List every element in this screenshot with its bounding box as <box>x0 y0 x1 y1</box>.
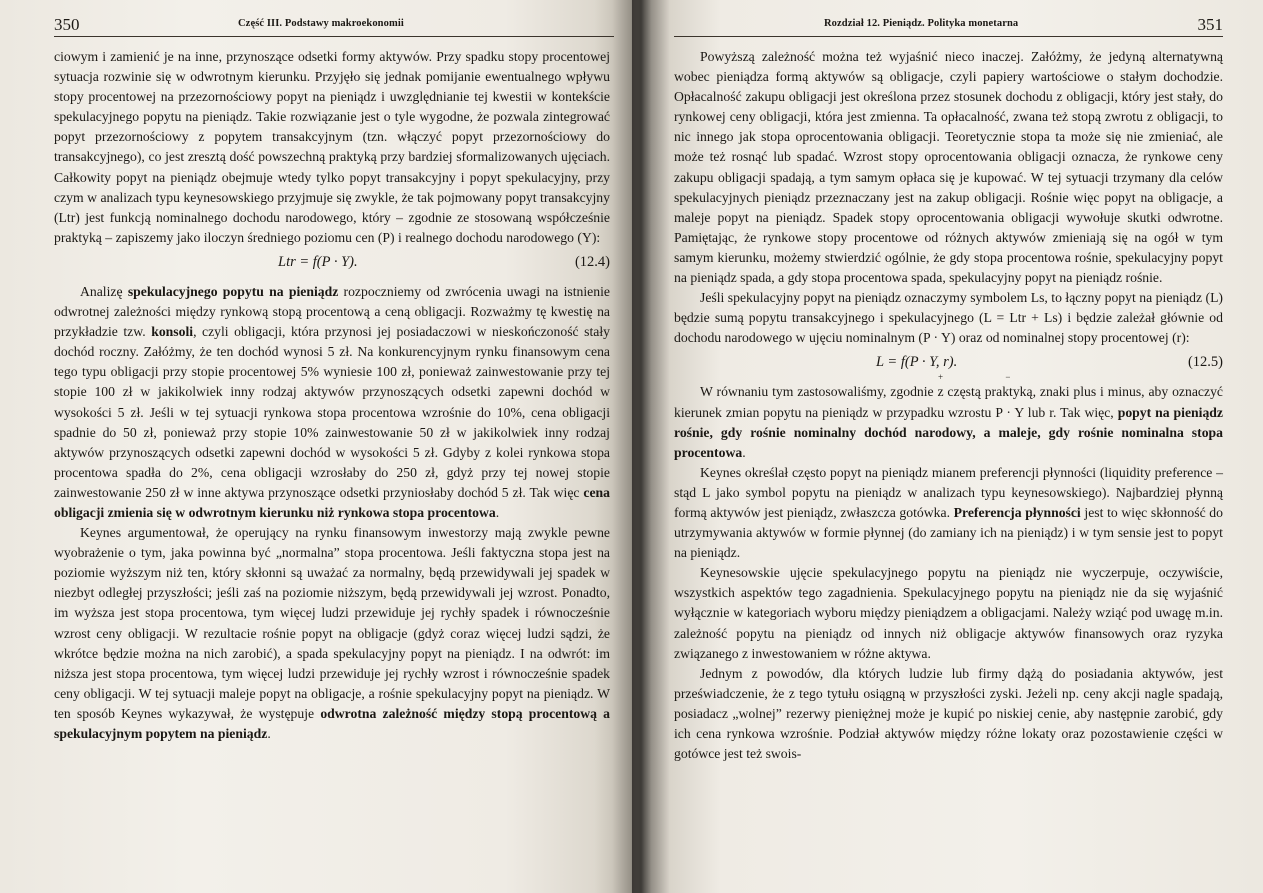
right-paragraph-1: Powyższą zależność można też wyjaśnić nieco inaczej. Załóżmy, że jedyną alternatywną wobec pieniądza formą aktywów są obligacje, czyli papiery wartościowe o stałym dochodzie. Opłacalność zakupu obligacji jest określona przez stosunek dochodu z obligacji, który jest stały, do rynkowej ceny obligacji, która jest zmienna. Ta opłacalność, zwana też stopą zwrotu z obligacji, to nic innego jak stopa oprocentowania obligacji. Teoretycznie stopa ta może się nie zmieniać, ale może też rosnąć lub spadać. Wzrost stopy oprocentowania obligacji oznacza, że rynkowe ceny zakupu obligacji spadają, a tym samym opłaca się je kupować. W tej sytuacji trzymany dla celów spekulacyjnych pieniądz przeznaczany jest na zakup obligacji. Rośnie więc popyt na obligacje, a maleje popyt na pieniądz. Spadek stopy oprocentowania obligacji wywołuje skutki odwrotne. Pamiętając, że rynkowe stopy procentowe od różnych aktywów zmieniają się na ogół w tym samym kierunku, możemy stwierdzić ogólnie, że gdy stopa procentowa rośnie, spekulacyjny popyt na pieniądz spada, a gdy stopa procentowa spada, spekulacyjny popyt na pieniądz rośnie. <box>674 49 1223 286</box>
formula-12-5-number: (12.5) <box>1187 354 1223 371</box>
lp3-end: . <box>267 726 271 741</box>
formula-12-4 <box>54 248 610 282</box>
right-paragraph-2: Jeśli spekulacyjny popyt na pieniądz oznaczymy symbolem Ls, to łączny popyt na pieniądz (L) będzie sumą popytu transakcyjnego i spekulacyjnego (L = Ltr + Ls) i będzie zależał głównie od dochodu narodowego w ujęciu nominalnym (P · Y) oraz od nominalnej stopy procentowej (r): <box>674 290 1223 346</box>
rp4-start: Keynes określał często popyt na pieniądz mianem preferencji płynności (liquidity preference – stąd L jako symbol popytu na pieniądz w analizach typu keynesowskiego). Najbardziej płynną formą aktywów jest pieniądz, zwłaszcza gotówka. <box>674 464 1223 520</box>
left-page-body <box>54 47 610 744</box>
lp2-end: . <box>495 504 500 520</box>
formula-12-5-signs: + − <box>938 372 1041 383</box>
right-page-header <box>674 14 1223 37</box>
right-paragraph-5: Keynesowskie ujęcie spekulacyjnego popytu na pieniądz nie wyczerpuje, oczywiście, wszystkich aspektów tego zagadnienia. Spekulacyjnego popytu na pieniądz nie da się wyjaśnić wyłącznie w kategoriach wyboru między pieniądzem a obligacjami. Należy wziąć pod uwagę m.in. zależność popytu na pieniądz od innych niż obligacje aktywów finansowych oraz ryzyka związanego z inwestowaniem w różne aktywa. <box>674 565 1223 661</box>
rp4-bold: Preferencja płynności <box>953 504 1081 520</box>
formula-12-5-expression: L = f(P · Y, r). <box>876 354 958 371</box>
lp2-mid-1: rozpoczniemy od zwrócenia uwagi na istnienie odwrotnej zależności między rynkową stopą procentową a ceną obligacji. Rozważmy tę kwestię na przykładzie tzw. <box>54 283 610 340</box>
lp3-start: Keynes argumentował, że operujący na rynku finansowym inwestorzy mają zwykle pewne wyobrażenie o tym, jaka powinna być „normalna” stopa procentowa. Jeśli faktyczna stopa jest na poziomie wyższym niż ten, który skłonni są uważać za normalny, będą przewidywali jej spadek w niezbyt odległej przyszłości; jeśli zaś na poziomie niższym, będą przewidywali jej wzrost. Ponadto, im wyższa jest stopa procentowa, tym więcej ludzi przewiduje jej rychły spadek i równocześnie wzrost ceny obligacji. W rezultacie rośnie popyt na obligacje (gdyż coraz więcej ludzi sądzi, że wkrótce będzie można na nich zarobić), a spada spekulacyjny popyt na pieniądz. I na odwrót: im niższa jest stopa procentowa, tym więcej ludzi przewiduje jej rychły wzrost i równocześnie spadek ceny obligacji. W tej sytuacji maleje popyt na obligacje, a rośnie spekulacyjny popyt na pieniądz. W ten sposób Keynes wykazywał, że występuje <box>54 525 610 721</box>
right-paragraph-6: Jednym z powodów, dla których ludzie lub firmy dążą do posiadania aktywów, jest przeświadczenie, że z tego tytułu osiągną w przyszłości zyski. Jeżeli np. ceny akcji nagle spadają, posiadacz „wolnej” rezerwy pieniężnej może je kupić po niskiej cenie, aby następnie zarobić, gdy ich cena rynkowa wzrośnie. Podział aktywów między różne lokaty oraz pozostawienie części w gotówce jest też swois- <box>674 665 1223 762</box>
lp2-mid-2: , czyli obligacji, która przynosi jej posiadaczowi w nieskończoność stały dochód roczny. Załóżmy, że ten dochód wynosi 5 zł. Na konkurencyjnym rynku finansowym cena tego typu obligacji przy stopie procentowej 5% wyniesie 100 zł, ponieważ zainwestowanie przy tej stopie 100 zł w jakikolwiek inny rodzaj aktywów przynoszących odsetki zapewni dochód w wysokości 5 zł. Jeśli w tej sytuacji rynkowa stopa procentowa wzrośnie do 10%, cena obligacji spadnie do 50 zł, ponieważ przy stopie 10% zainwestowanie 50 zł w jakikolwiek inny rodzaj aktywów przynoszących odsetki zapewni dochód w wysokości 5 zł. Gdyby z kolei rynkowa stopa procentowa spadła do 2%, cena obligacji wzrosłaby do 250 zł, gdyż przy tej nowej stopie zainwestowanie 250 zł w inne aktywa przynoszące odsetki przyniosłaby dochód 5 zł. Tak więc <box>54 324 611 500</box>
right-running-head: Rozdział 12. Pieniądz. Polityka monetarna <box>824 18 1019 29</box>
rp4-end: jest to więc skłonność do utrzymywania aktywów w formie płynnej (do zamiany ich na pieniądz) i w tym sensie jest to popyt na pieniądz. <box>674 504 1223 561</box>
left-paragraph-2 <box>54 282 610 523</box>
left-page-number: 350 <box>54 15 80 34</box>
lp3-bold: odwrotna zależność między stopą procentową a spekulacyjnym popytem na pieniądz <box>54 705 611 741</box>
rp3-bold: popyt na pieniądz rośnie, gdy rośnie nominalny dochód narodowy, a maleje, gdy rośnie nominalna stopa procentowa <box>674 404 1223 460</box>
left-paragraph-3 <box>54 523 610 744</box>
lp2-bold-1: spekulacyjnego popytu na pieniądz <box>127 283 339 299</box>
lp2-bold-3: cena obligacji zmienia się w odwrotnym kierunku niż rynkowa stopa procentowa <box>54 484 610 520</box>
formula-12-4-number: (12.4) <box>574 253 610 270</box>
left-running-head: Część III. Podstawy makroekonomii <box>238 18 404 29</box>
right-page-body <box>674 47 1223 764</box>
right-page-number: 351 <box>1197 15 1223 34</box>
formula-12-4-expression: Ltr = f(P · Y). <box>278 253 358 270</box>
right-paragraph-3 <box>674 382 1223 462</box>
right-paragraph-4 <box>674 463 1223 563</box>
right-page <box>632 0 1263 893</box>
rp3-start: W równaniu tym zastosowaliśmy, zgodnie z częstą praktyką, znaki plus i minus, aby oznaczyć kierunek zmian popytu na pieniądz w przypadku wzrostu P · Y lub r. Tak więc, <box>674 384 1223 420</box>
left-page-header <box>54 14 614 37</box>
formula-12-5 <box>674 348 1223 382</box>
left-paragraph-1: ciowym i zamienić je na inne, przynoszące odsetki formy aktywów. Przy spadku stopy procentowej sytuacja rozwinie się w odwrotnym kierunku. Przyjęło się jednak pomijanie ewentualnego wpływu stopy procentowej na przezornościowy popyt na pieniądz i uwzględnianie tej kwestii w kontekście spekulacyjnego popytu na pieniądz. Takie rozwiązanie jest o tyle wygodne, że pozwala zintegrować popyt przezornościowy z popytem transakcyjnym (tzn. włączyć popyt przezornościowy do transakcyjnego), co jest zresztą dość powszechną praktyką przy bardziej sformalizowanych ujęciach. Całkowity popyt na pieniądz obejmuje wtedy tylko popyt transakcyjny i popyt spekulacyjny, przy czym w analizach typu keynesowskiego przyjmuje się zwykle, że tak pojmowany popyt transakcyjny (Ltr) jest funkcją nominalnego dochodu narodowego, który – zgodnie ze stosowaną współcześnie praktyką – zapiszemy jako iloczyn średniego poziomu cen (P) i realnego dochodu narodowego (Y): <box>54 49 610 245</box>
rp3-end: . <box>742 444 746 460</box>
lp2-bold-2: konsoli <box>151 324 194 340</box>
lp2-start: Analizę <box>80 283 128 299</box>
